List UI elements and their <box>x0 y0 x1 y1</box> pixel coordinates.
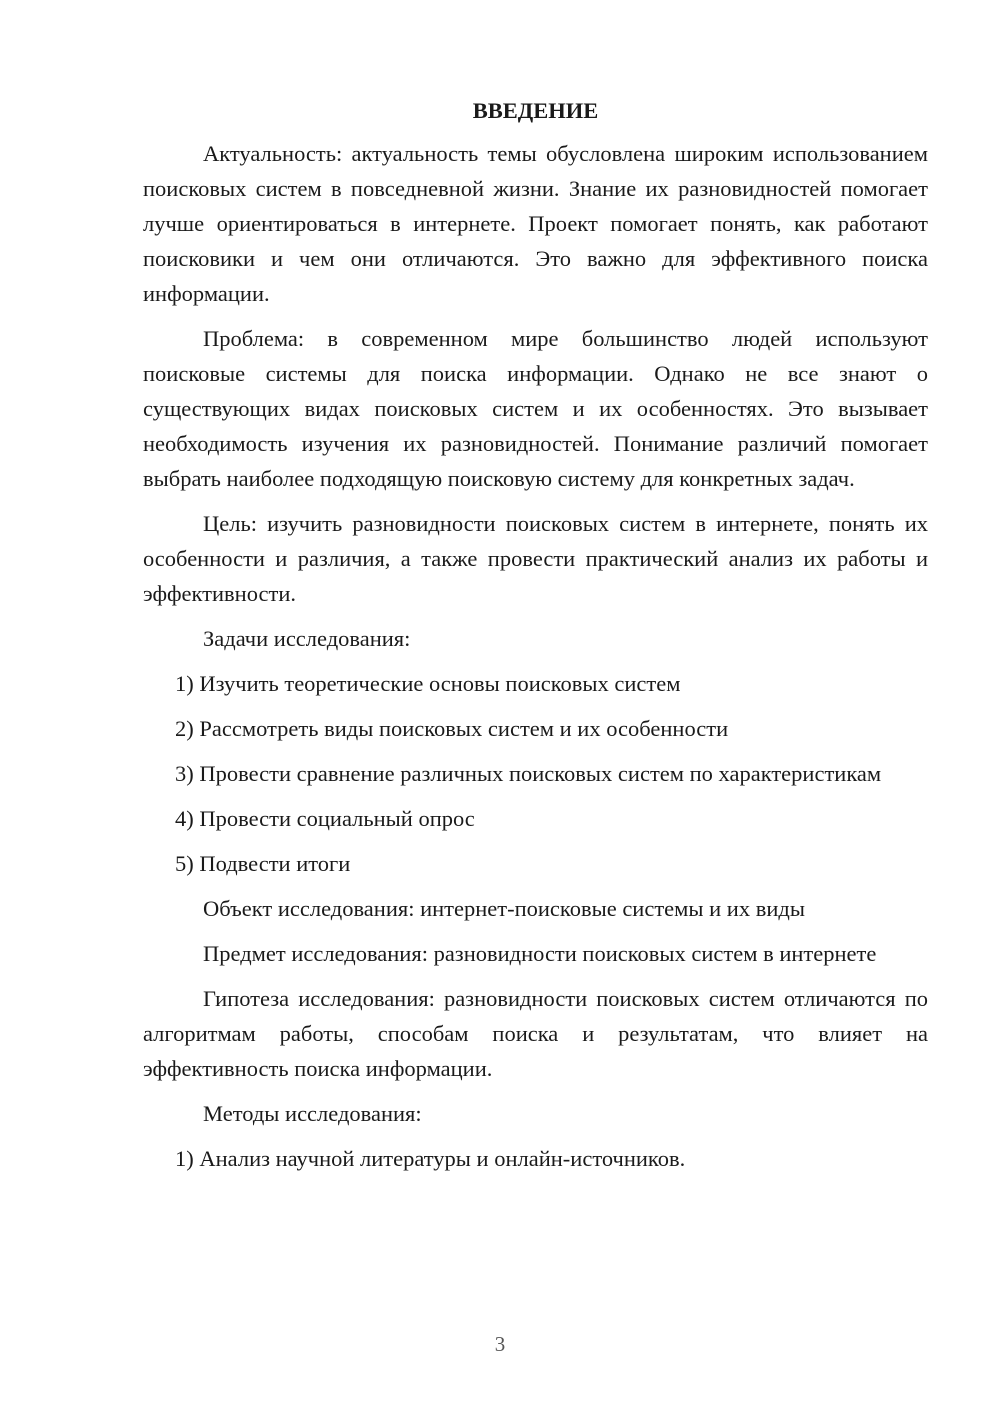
paragraph-goal: Цель: изучить разновидности поисковых систем в интернете, понять их особенности и различия, а также провести практический анализ их работы и эффективности. <box>143 511 928 606</box>
task-item-4: 4) Провести социальный опрос <box>175 806 475 831</box>
task-item-5: 5) Подвести итоги <box>175 851 351 876</box>
task-item-3: 3) Провести сравнение различных поисковых систем по характеристикам <box>175 761 882 786</box>
paragraph-relevance: Актуальность: актуальность темы обусловлена широким использованием поисковых систем в повседневной жизни. Знание их разновидностей помогает лучше ориентироваться в интернете. Проект помогает понять, как работают поисковики и чем они отличаются. Это важно для эффективного поиска информации. <box>143 141 928 306</box>
paragraph-hypothesis: Гипотеза исследования: разновидности поисковых систем отличаются по алгоритмам работы, способам поиска и результатам, что влияет на эффективность поиска информации. <box>143 986 928 1081</box>
methods-title: Методы исследования: <box>203 1101 422 1126</box>
task-item-2: 2) Рассмотреть виды поисковых систем и их особенности <box>175 716 729 741</box>
method-item-1: 1) Анализ научной литературы и онлайн-источников. <box>175 1146 686 1171</box>
task-item-1: 1) Изучить теоретические основы поисковых систем <box>175 671 681 696</box>
paragraph-subject: Предмет исследования: разновидности поисковых систем в интернете <box>203 941 877 966</box>
tasks-title: Задачи исследования: <box>203 626 411 651</box>
paragraph-problem: Проблема: в современном мире большинство людей используют поисковые системы для поиска информации. Однако не все знают о существующих видах поисковых систем и их особенностях. Это вызывает необходимость изучения их разновидностей. Понимание различий помогает выбрать наиболее подходящую поисковую систему для конкретных задач. <box>143 326 928 491</box>
page-number: 3 <box>494 1332 506 1356</box>
section-heading: ВВЕДЕНИЕ <box>472 98 599 123</box>
paragraph-object: Объект исследования: интернет-поисковые системы и их виды <box>203 896 805 921</box>
page-content <box>143 93 928 1186</box>
